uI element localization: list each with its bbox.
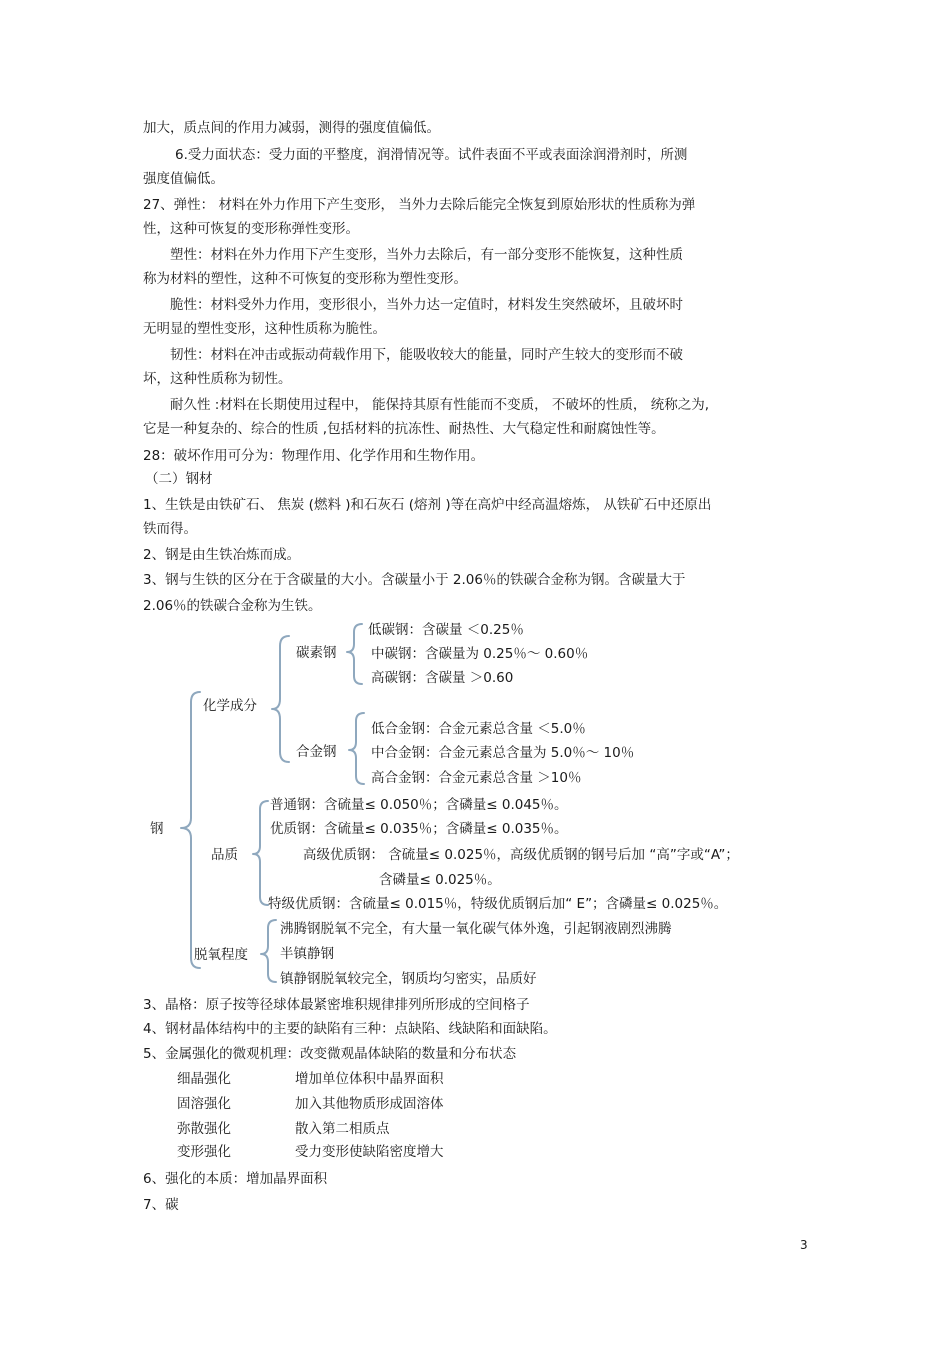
text-line: 6.受力面状态：受力面的平整度，润滑情况等。试件表面不平或表面涂润滑剂时，所测 [175,147,688,163]
text-line: 2.06％的铁碳合金称为生铁。 [143,598,322,614]
mechanism-name: 弥散强化 [177,1121,231,1137]
text-line: 性，这种可恢复的变形称弹性变形。 [143,221,359,237]
tree-quality-high-p: 含磷量≤ 0.025％。 [379,872,501,888]
alloy-steel-brace [349,713,364,784]
text-line: 5、金属强化的微观机理：改变微观晶体缺陷的数量和分布状态 [143,1046,517,1062]
tree-quality-label: 品质 [211,847,238,863]
tree-low-carbon: 低碳钢：含碳量 ＜0.25％ [368,622,524,638]
text-line: 无明显的塑性变形，这种性质称为脆性。 [143,321,386,337]
tree-high-carbon: 高碳钢：含碳量 ＞0.60 [371,670,514,686]
tree-chem-label: 化学成分 [203,698,257,714]
root-brace [181,692,200,968]
section-heading: （二）钢材 [145,471,213,487]
mechanism-name: 固溶强化 [177,1096,231,1112]
text-line: 铁而得。 [143,521,197,537]
tree-deox-semikilled: 半镇静钢 [280,946,334,962]
deox-brace [261,920,276,982]
mechanism-name: 细晶强化 [177,1071,231,1087]
tree-quality-good: 优质钢：含硫量≤ 0.035％；含磷量≤ 0.035％。 [270,821,568,837]
text-line: 脆性：材料受外力作用，变形很小，当外力达一定值时，材料发生突然破坏，且破坏时 [170,297,683,313]
tree-low-alloy: 低合金钢：合金元素总含量 ＜5.0％ [371,721,586,737]
tree-deox-rimmed: 沸腾钢脱氧不完全，有大量一氧化碳气体外逸，引起钢液剧烈沸腾 [280,921,672,937]
tree-high-alloy: 高合金钢：合金元素总含量 ＞10％ [371,770,582,786]
text-line: 称为材料的塑性，这种不可恢复的变形称为塑性变形。 [143,271,467,287]
text-line: 坏，这种性质称为韧性。 [143,371,292,387]
text-line: 韧性：材料在冲击或振动荷载作用下，能吸收较大的能量，同时产生较大的变形而不破 [170,347,683,363]
tree-quality-special: 特级优质钢：含硫量≤ 0.015％，特级优质钢后加“ E”；含磷量≤ 0.025％。 [268,896,728,912]
page-number: 3 [800,1238,808,1252]
tree-mid-alloy: 中合金钢：合金元素总含量为 5.0％～ 10％ [371,745,635,761]
tree-quality-high: 高级优质钢： 含硫量≤ 0.025％，高级优质钢的钢号后加 “高”字或“A”； [303,847,739,863]
mechanism-name: 变形强化 [177,1144,231,1160]
tree-mid-carbon: 中碳钢：含碳量为 0.25％～ 0.60％ [371,646,589,662]
tree-root-label: 钢 [150,821,164,837]
tree-deox-killed: 镇静钢脱氧较完全，钢质均匀密实，品质好 [280,971,537,987]
text-line: 塑性：材料在外力作用下产生变形，当外力去除后，有一部分变形不能恢复，这种性质 [170,247,683,263]
text-line: 2、钢是由生铁冶炼而成。 [143,547,301,563]
text-line: 强度值偏低。 [143,171,224,187]
quality-brace [253,801,268,905]
text-line: 加大，质点间的作用力减弱，测得的强度值偏低。 [143,120,440,136]
chem-brace [272,636,289,762]
text-line: 耐久性 :材料在长期使用过程中， 能保持其原有性能而不变质， 不破坏的性质， 统称之为, [170,397,710,413]
text-line: 4、钢材晶体结构中的主要的缺陷有三种：点缺陷、线缺陷和面缺陷。 [143,1021,557,1037]
tree-alloy-steel-label: 合金钢 [296,744,337,760]
tree-carbon-steel-label: 碳素钢 [296,645,337,661]
mechanism-desc: 受力变形使缺陷密度增大 [295,1144,444,1160]
text-line: 它是一种复杂的、综合的性质 ,包括材料的抗冻性、耐热性、大气稳定性和耐腐蚀性等。 [143,421,665,437]
tree-deox-label: 脱氧程度 [194,947,248,963]
text-line: 3、晶格：原子按等径球体最紧密堆积规律排列所形成的空间格子 [143,997,530,1013]
text-line: 6、强化的本质：增加晶界面积 [143,1171,328,1187]
text-line: 28：破坏作用可分为：物理作用、化学作用和生物作用。 [143,448,485,464]
carbon-steel-brace [347,624,362,684]
text-line: 3、钢与生铁的区分在于含碳量的大小。含碳量小于 2.06％的铁碳合金称为钢。含碳量大于 [143,572,686,588]
text-line: 7、碳 [143,1197,179,1213]
mechanism-desc: 加入其他物质形成固溶体 [295,1096,444,1112]
text-line: 1、生铁是由铁矿石、 焦炭 (燃料 )和石灰石 (熔剂 )等在高炉中经高温熔炼， 从铁矿石中还原出 [143,497,712,513]
text-line: 27、弹性： 材料在外力作用下产生变形， 当外力去除后能完全恢复到原始形状的性质称为弹 [143,197,696,213]
mechanism-desc: 散入第二相质点 [295,1121,390,1137]
tree-quality-ordinary: 普通钢：含硫量≤ 0.050％；含磷量≤ 0.045％。 [270,797,568,813]
mechanism-desc: 增加单位体积中晶界面积 [295,1071,444,1087]
